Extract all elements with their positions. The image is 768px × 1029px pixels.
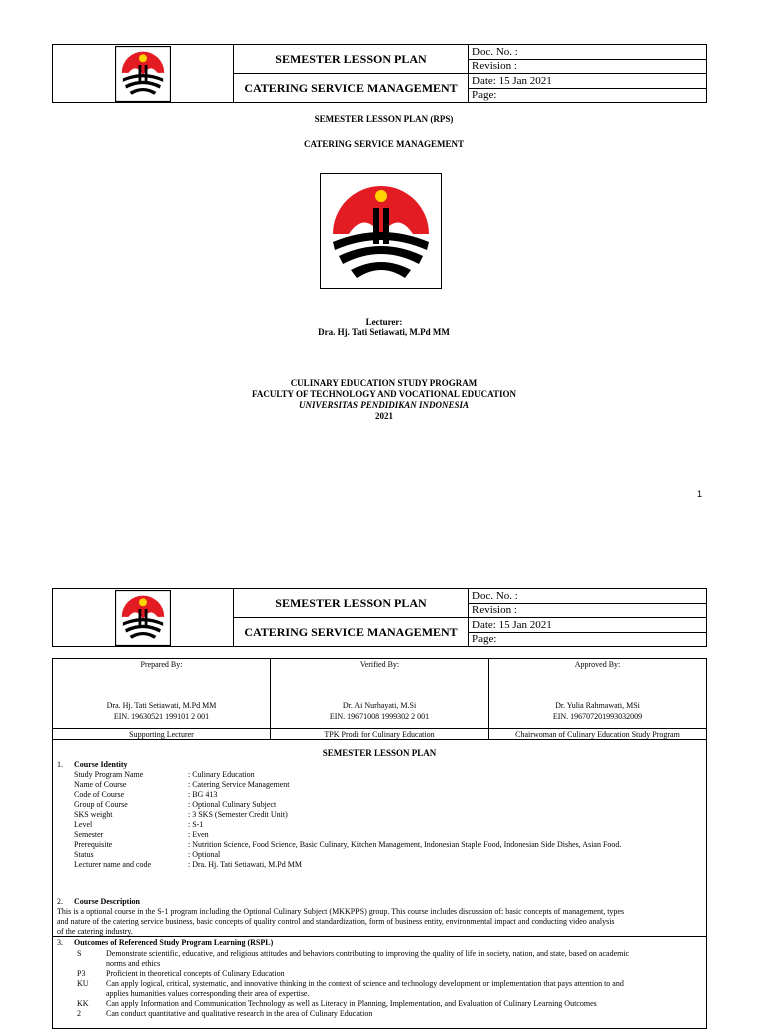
identity-label: Status [74,850,94,859]
signature-prepared [53,659,271,739]
university-logo-icon [115,590,171,646]
description-line: of the catering industry. [57,927,133,936]
identity-label: Level [74,820,93,829]
identity-value: : Optional [188,850,221,859]
identity-label: Semester [74,830,104,839]
outcome-code: 2 [77,1009,81,1018]
page-label: Page: [472,89,497,102]
outcomes-title: Outcomes of Referenced Study Program Learning (RSPL) [74,938,274,947]
signature-name: Dra. Hj. Tati Setiawati, M.Pd MM [106,701,217,710]
identity-label: Group of Course [74,800,128,809]
section-number: 3. [57,938,63,947]
page-number: 1 [697,489,703,499]
outcome-code: P3 [77,969,86,978]
faculty-name: FACULTY OF TECHNOLOGY AND VOCATIONAL EDUCATION [252,389,516,399]
university-name: UNIVERSITAS PENDIDIKAN INDONESIA [298,400,470,410]
rps-title: SEMESTER LESSON PLAN (RPS) [314,114,454,124]
identity-label: SKS weight [74,810,113,819]
doc-no: Doc. No. : [469,45,706,60]
signature-title: Prepared By: [140,660,183,669]
identity-label: Lecturer name and code [74,860,152,869]
logo-cell [53,589,234,646]
signature-title: Approved By: [574,660,621,669]
header-course: CATERING SERVICE MANAGEMENT [244,624,458,639]
identity-label: Study Program Name [74,770,144,779]
signature-role: TPK Prodi for Culinary Education [271,728,488,739]
section-number: 1. [57,760,63,769]
page-label: Page: [472,633,497,646]
outcome-text: Can apply Information and Communication Technology as well as Literacy in Planning, Implementation, and Evaluation of Culinary Learning Outcomes [106,999,597,1008]
outcome-code: KU [77,979,89,988]
identity-value: : BG 413 [188,790,218,799]
course-title: CATERING SERVICE MANAGEMENT [303,139,465,149]
lecturer-name: Dra. Hj. Tati Setiawati, M.Pd MM [318,327,450,337]
program-name: CULINARY EDUCATION STUDY PROGRAM [290,378,478,388]
signature-title: Verified By: [359,660,400,669]
identity-value: : Nutrition Science, Food Science, Basic Culinary, Kitchen Management, Indonesian Staple Food, Indonesian Side Dishes, Asian Food. [188,840,622,849]
date: Date: 15 Jan 2021 [469,618,706,633]
signature-role: Supporting Lecturer [53,728,270,739]
identity-value: : S-1 [188,820,204,829]
lesson-plan-body [52,738,707,1029]
university-logo-icon [321,174,441,288]
identity-value: : Optional Culinary Subject [188,800,277,809]
signature-approved [489,659,706,739]
outcome-code: KK [77,999,89,1008]
section-number: 2. [57,897,63,906]
outcome-text: Can apply logical, critical, systematic, and innovative thinking in the context of science and technology development or implementation that pays attention to and [106,979,624,988]
course-identity-title: Course Identity [74,760,128,769]
outcome-text: Can conduct quantitative and qualitative research in the area of Culinary Education [106,1009,373,1018]
logo-cell [53,45,234,102]
identity-label: Prerequisite [74,840,113,849]
year: 2021 [375,411,393,421]
lesson-plan-heading: SEMESTER LESSON PLAN [322,748,437,758]
signature-name: Dr. Ai Nurhayati, M.Si [342,701,417,710]
header-title: SEMESTER LESSON PLAN [234,45,468,74]
signature-verified [271,659,489,739]
identity-value: : Even [188,830,209,839]
identity-label: Name of Course [74,780,127,789]
outcome-text: Proficient in theoretical concepts of Culinary Education [106,969,285,978]
description-line: This is a optional course in the S-1 program including the Optional Culinary Subject (MKKPPS) group. This course includes discussion of: basic concepts of management, types [57,907,625,916]
lecturer-label: Lecturer: [365,317,403,327]
university-logo-icon [115,46,171,102]
signature-ein: EIN. 19630521 199101 2 001 [113,712,210,721]
outcome-text: applies humanities values corresponding their area of expertise. [106,989,310,998]
identity-value: : Dra. Hj. Tati Setiawati, M.Pd MM [188,860,302,869]
signature-role: Chairwoman of Culinary Education Study Program [489,728,706,739]
identity-value: : Catering Service Management [188,780,290,789]
identity-value: : 3 SKS (Semester Credit Unit) [188,810,288,819]
revision: Revision : [469,604,706,619]
course-description-title: Course Description [74,897,140,906]
outcome-code: S [77,949,82,958]
outcome-text: Demonstrate scientific, educative, and religious attitudes and behaviors contributing to improving the quality of life in society, nation, and state, based on academic [106,949,630,958]
identity-value: : Culinary Education [188,770,255,779]
section-divider [53,936,706,937]
document-header-page2 [52,588,707,647]
cover-logo-frame [320,173,442,289]
description-line: and nature of the catering service business, basic concepts of quality control and standardization, form of business entity, environmental impact and conducting video analysis [57,917,615,926]
date: Date: 15 Jan 2021 [469,74,706,89]
header-course: CATERING SERVICE MANAGEMENT [244,80,458,95]
signature-name: Dr. Yulia Rahmawati, MSi [555,701,640,710]
revision: Revision : [469,60,706,75]
doc-no: Doc. No. : [469,589,706,604]
header-title: SEMESTER LESSON PLAN [234,589,468,618]
signature-ein: EIN. 19671008 1999302 2 001 [329,712,430,721]
signature-ein: EIN. 196707201993032009 [552,712,643,721]
outcome-text: norms and ethics [106,959,161,968]
signature-table [52,658,707,740]
identity-label: Code of Course [74,790,125,799]
document-header [52,44,707,103]
